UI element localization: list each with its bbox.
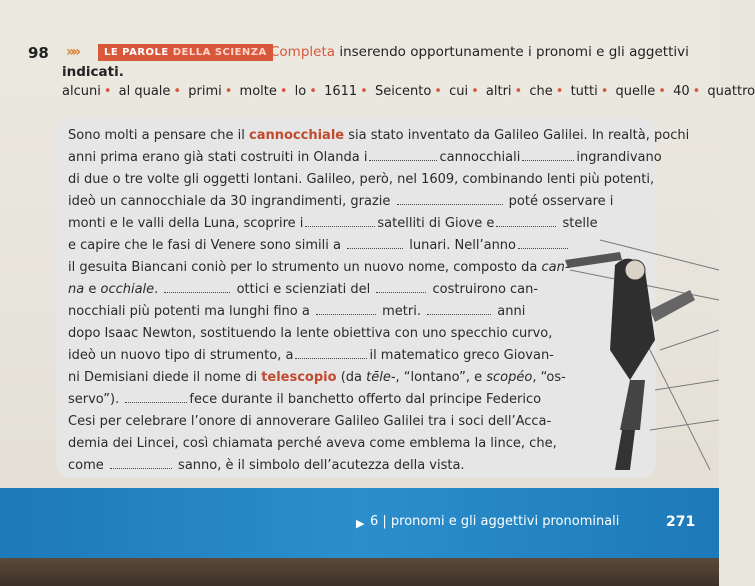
blank-field[interactable] xyxy=(496,216,556,227)
word: quattro xyxy=(707,84,755,99)
word: tutti xyxy=(570,84,598,99)
play-arrow-icon: ▶ xyxy=(356,517,365,530)
difficulty-arrows-icon: »» xyxy=(66,44,79,60)
text-line: il gesuita Biancani coniò per lo strumento un nuovo nome, composto da can- xyxy=(68,260,570,275)
blank-field[interactable] xyxy=(125,392,187,403)
highlight-word: cannocchiale xyxy=(249,128,345,143)
blank-field[interactable] xyxy=(164,282,230,293)
blank-field[interactable] xyxy=(397,194,503,205)
blank-field[interactable] xyxy=(369,150,437,161)
text-line: come sanno, è il simbolo dell’acutezza della vista. xyxy=(68,458,465,473)
galileo-telescope-illustration xyxy=(560,230,719,480)
word-bank: alcuni • al quale • primi • molte • lo • 1611 • Seicento • cui • altri • che • tutti • quelle • 40 • quattro xyxy=(62,84,755,99)
blank-field[interactable] xyxy=(295,348,367,359)
word: cui xyxy=(449,84,469,99)
instruction-lead: Completa xyxy=(270,44,336,60)
word: primi xyxy=(188,84,222,99)
text-line: ni Demisiani diede il nome di telescopio (da tēle-, “lontano”, e scopéo, “os- xyxy=(68,370,566,385)
section-tag xyxy=(98,44,273,61)
blank-field[interactable] xyxy=(110,458,172,469)
blank-field[interactable] xyxy=(305,216,375,227)
word: lo xyxy=(294,84,307,99)
text-line: servo”). fece durante il banchetto offerto dal principe Federico xyxy=(68,392,542,407)
text-line: nocchiali più potenti ma lunghi fino a metri. anni xyxy=(68,304,526,319)
instruction-rest: inserendo opportunamente i pronomi e gli aggettivi xyxy=(335,44,689,60)
text-line: demia dei Lincei, così chiamata perché aveva come emblema la lince, che, xyxy=(68,436,557,451)
highlight-word: telescopio xyxy=(261,370,337,385)
blank-field[interactable] xyxy=(518,238,568,249)
table-surface xyxy=(0,558,719,586)
tag-word-1: LE PAROLE xyxy=(104,47,169,58)
text-line: dopo Isaac Newton, sostituendo la lente obiettiva con uno specchio curvo, xyxy=(68,326,553,341)
blank-field[interactable] xyxy=(376,282,426,293)
chapter-title: 6 | pronomi e gli aggettivi pronominali xyxy=(370,514,620,529)
word: che xyxy=(529,84,553,99)
text-line: ideò un nuovo tipo di strumento, a il matematico greco Giovan- xyxy=(68,348,554,363)
word: quelle xyxy=(615,84,656,99)
instruction-line-2: indicati. xyxy=(62,64,124,80)
text-line: e capire che le fasi di Venere sono simili a lunari. Nell’anno xyxy=(68,238,570,253)
text-line: di due o tre volte gli oggetti lontani. Galileo, però, nel 1609, combinando lenti più potenti, xyxy=(68,172,655,187)
blank-field[interactable] xyxy=(347,238,403,249)
word: al quale xyxy=(118,84,171,99)
text-line: Sono molti a pensare che il cannocchiale sia stato inventato da Galileo Galilei. In realtà, pochi xyxy=(68,128,690,143)
tag-word-2: DELLA SCIENZA xyxy=(172,47,267,58)
text-line: ideò un cannocchiale da 30 ingrandimenti, grazie poté osservare i xyxy=(68,194,614,209)
blank-field[interactable] xyxy=(316,304,376,315)
top-band xyxy=(0,0,719,40)
word: 1611 xyxy=(324,84,358,99)
word: 40 xyxy=(673,84,690,99)
exercise-number: 98 xyxy=(28,44,49,62)
text-line: na e occhiale. ottici e scienziati del costruirono can- xyxy=(68,282,539,297)
word: alcuni xyxy=(62,84,101,99)
text-line: Cesi per celebrare l’onore di annoverare Galileo Galilei tra i soci dell’Acca- xyxy=(68,414,552,429)
text-line: monti e le valli della Luna, scoprire i satelliti di Giove e stelle xyxy=(68,216,598,231)
word: Seicento xyxy=(374,84,432,99)
text-line: anni prima erano già stati costruiti in Olanda i cannocchiali ingrandivano xyxy=(68,150,662,165)
blank-field[interactable] xyxy=(427,304,491,315)
instruction xyxy=(270,44,689,60)
page-number: 271 xyxy=(666,514,696,530)
word: molte xyxy=(239,84,277,99)
word: altri xyxy=(485,84,512,99)
blank-field[interactable] xyxy=(522,150,574,161)
